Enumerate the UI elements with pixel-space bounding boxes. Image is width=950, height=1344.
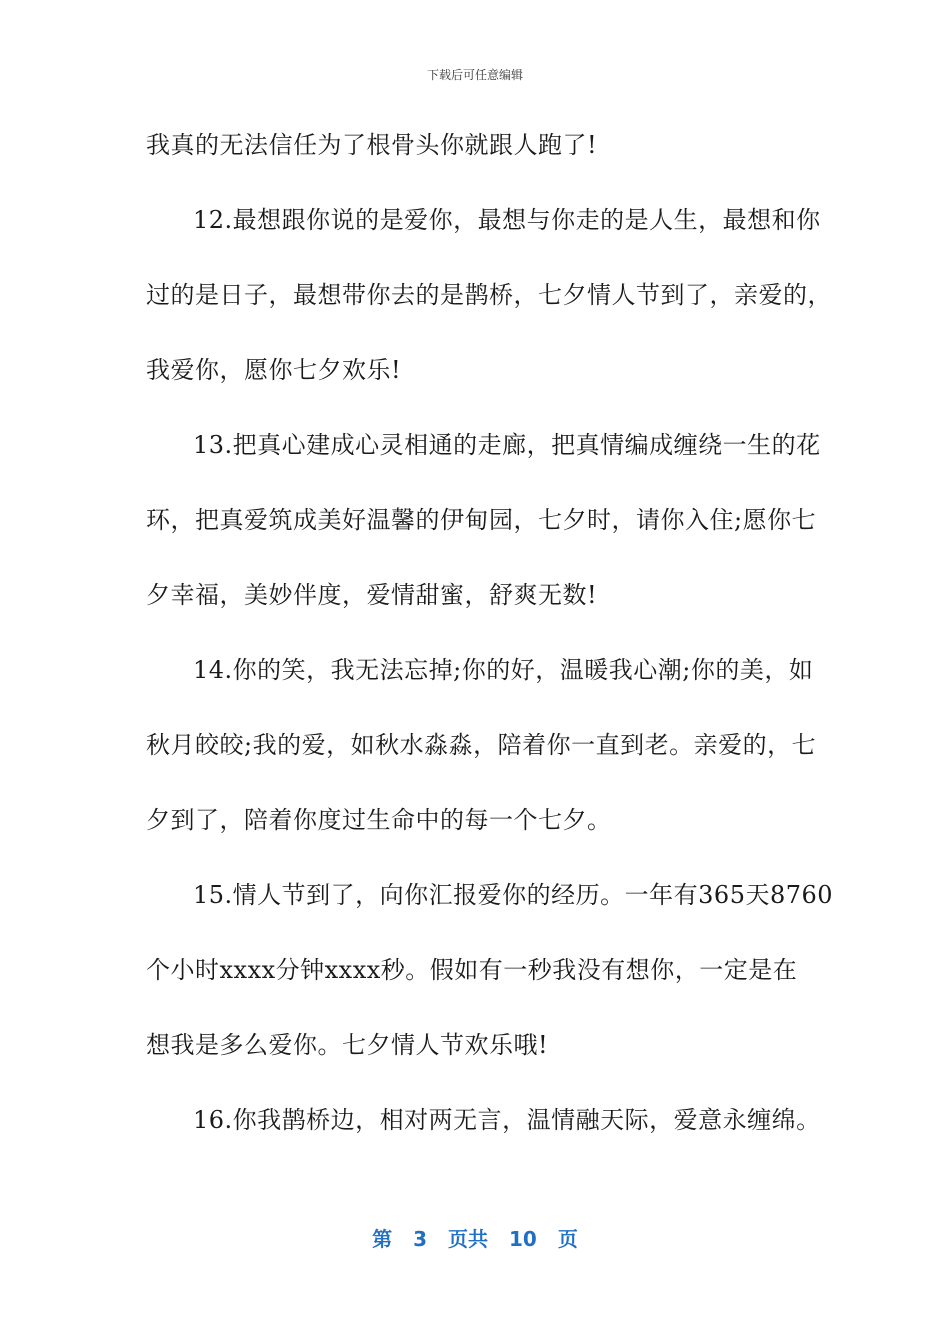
text-line: 14.你的笑，我无法忘掉;你的好，温暖我心潮;你的美，如 — [193, 656, 814, 684]
footer-total-pages: 10 — [509, 1227, 537, 1251]
text-line: 夕到了，陪着你度过生命中的每一个七夕。 — [146, 806, 612, 834]
text-line: 13.把真心建成心灵相通的走廊，把真情编成缠绕一生的花 — [193, 431, 821, 459]
page-footer — [0, 1226, 950, 1252]
footer-page-total-word: 页共 — [448, 1227, 489, 1251]
footer-current-page: 3 — [413, 1227, 428, 1251]
footer-page-word: 第 — [372, 1227, 393, 1251]
text-line: 16.你我鹊桥边，相对两无言，温情融天际，爱意永缠绵。 — [193, 1106, 821, 1134]
text-line: 15.情人节到了，向你汇报爱你的经历。一年有365天8760 — [193, 881, 834, 909]
text-line: 我爱你，愿你七夕欢乐! — [146, 356, 402, 384]
text-line: 我真的无法信任为了根骨头你就跟人跑了! — [146, 131, 598, 159]
text-line: 12.最想跟你说的是爱你，最想与你走的是人生，最想和你 — [193, 206, 821, 234]
text-line: 夕幸福，美妙伴度，爱情甜蜜，舒爽无数! — [146, 581, 598, 609]
text-line: 个小时xxxx分钟xxxx秒。假如有一秒我没有想你，一定是在 — [146, 956, 798, 984]
page-header: 下载后可任意编辑 — [426, 68, 523, 82]
text-line: 环，把真爱筑成美好温馨的伊甸园，七夕时，请你入住;愿你七 — [146, 506, 817, 534]
text-line: 想我是多么爱你。七夕情人节欢乐哦! — [146, 1031, 549, 1059]
text-line: 秋月皎皎;我的爱，如秋水淼淼，陪着你一直到老。亲爱的，七 — [146, 731, 817, 759]
footer-page-end-word: 页 — [557, 1227, 578, 1251]
text-line: 过的是日子，最想带你去的是鹊桥，七夕情人节到了，亲爱的， — [146, 281, 832, 309]
